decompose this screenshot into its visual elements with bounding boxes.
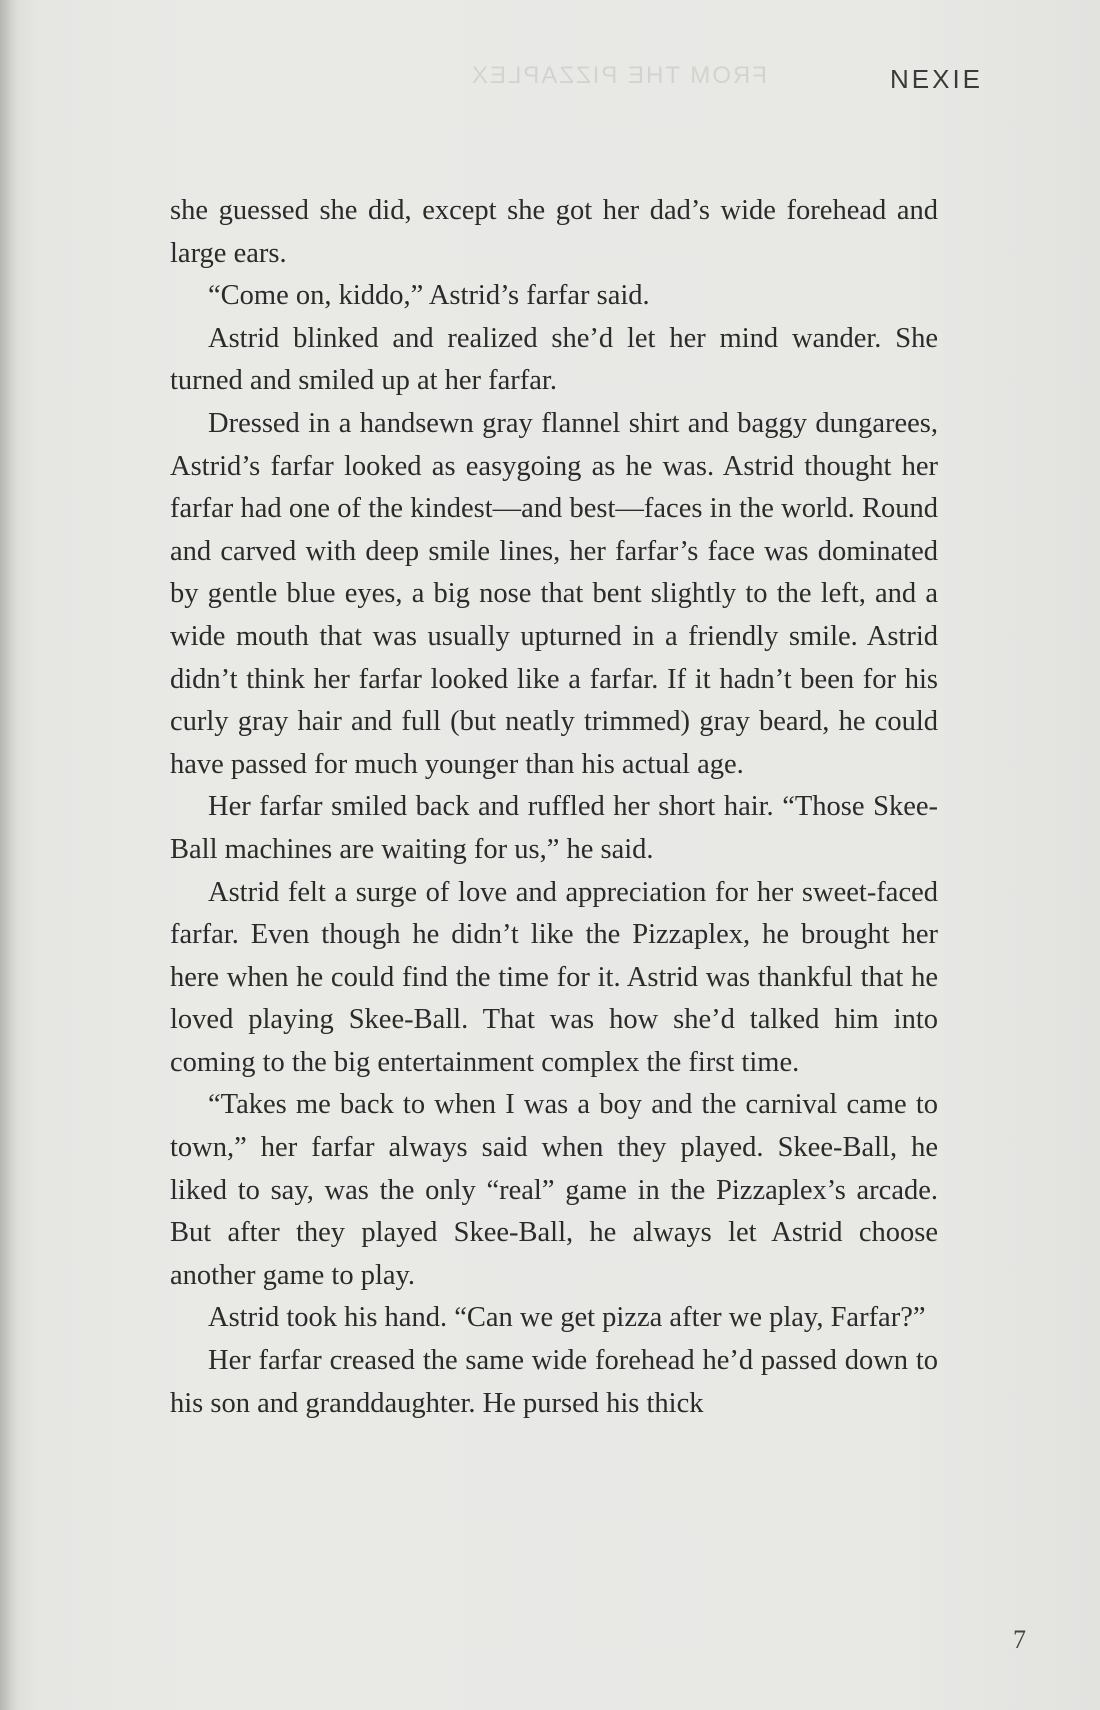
paragraph: “Takes me back to when I was a boy and the carnival came to town,” her farfar always said when they played. Skee-Ball, he liked to say, was the only “real” game in the Pizzaplex’s arcade. But after they played Skee-Ball, he always let Astrid choose another game to play.: [170, 1089, 938, 1291]
paragraph: Her farfar creased the same wide forehead he’d passed down to his son and granddaughter. He pursed his thick: [170, 1345, 938, 1419]
running-head: NEXIE: [890, 64, 984, 94]
page-gutter-shadow: [0, 0, 18, 1710]
paragraph: she guessed she did, except she got her dad’s wide forehead and large ears.: [170, 195, 938, 269]
bleed-through-header: FROM THE PIZZAPLEX: [470, 62, 767, 89]
paragraph: “Come on, kiddo,” Astrid’s farfar said.: [208, 280, 650, 312]
body-text: [170, 190, 938, 1425]
paragraph: Astrid blinked and realized she’d let her mind wander. She turned and smiled up at her farfar.: [170, 322, 938, 397]
paragraph: Astrid felt a surge of love and appreciation for her sweet-faced farfar. Even though he didn’t like the Pizzaplex, he brought her here when he could find the time for it. Astrid was thankful that he loved playing Skee-Ball. That was how she’d talked him into coming to the big entertainment complex the first time.: [170, 876, 938, 1078]
paragraph: Her farfar smiled back and ruffled her short hair. “Those Skee-Ball machines are waiting for us,” he said.: [170, 791, 938, 865]
paragraph: Astrid took his hand. “Can we get pizza after we play, Farfar?”: [208, 1302, 926, 1334]
page-number: 7: [1013, 1625, 1026, 1654]
paragraph: Dressed in a handsewn gray flannel shirt and baggy dungarees, Astrid’s farfar looked as easygoing as he was. Astrid thought her farfar had one of the kindest—and best—faces in the world. Round and carved with deep smile lines, her farfar’s face was dominated by gentle blue eyes, a big nose that bent slightly to the left, and a wide mouth that was usually upturned in a friendly smile. Astrid didn’t think her farfar looked like a farfar. If it hadn’t been for his curly gray hair and full (but neatly trimmed) gray beard, he could have passed for much younger than his actual age.: [170, 407, 938, 780]
